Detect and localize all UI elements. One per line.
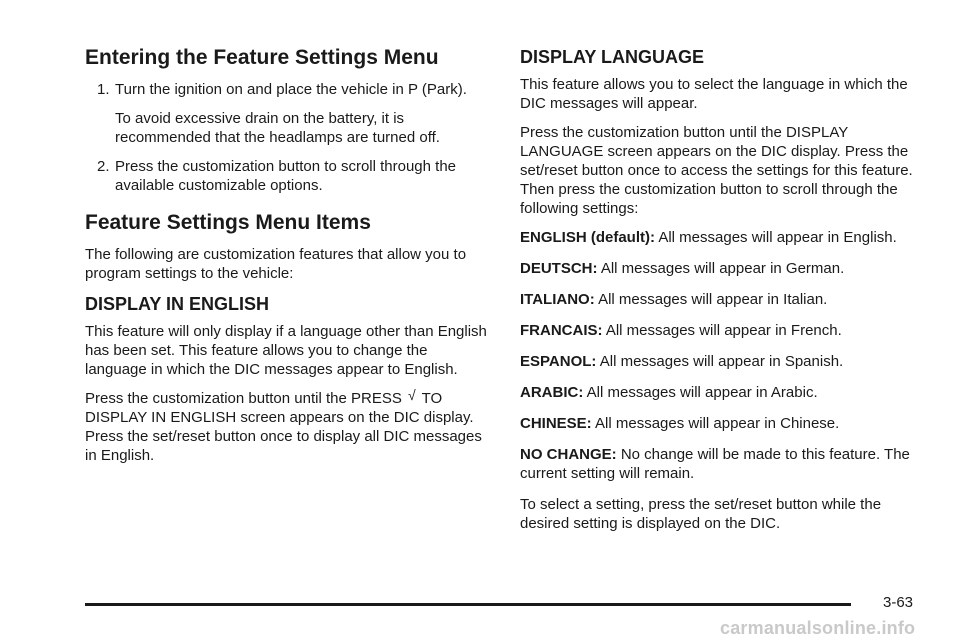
setting-item — [520, 259, 922, 278]
step-item — [85, 80, 487, 147]
page-number: 3-63 — [883, 594, 914, 611]
step-number: 1. — [97, 81, 110, 98]
setting-item — [520, 383, 922, 402]
closing-paragraph: To select a setting, press the set/reset button while the desired setting is displayed on the DIC. — [520, 496, 882, 532]
setting-description: All messages will appear in Chinese. — [595, 415, 840, 432]
setting-description: All messages will appear in Spanish. — [599, 353, 844, 370]
step-note: To avoid excessive drain on the battery, it is recommended that the headlamps are turned off. — [115, 110, 440, 146]
intro-paragraph: The following are customization features that allow you to program settings to the vehicle: — [85, 246, 467, 282]
display-language-paragraph-1: This feature allows you to select the language in which the DIC messages will appear. — [520, 76, 908, 112]
setting-item — [520, 290, 922, 309]
setting-description: No change will be made to this feature. The current setting will remain. — [520, 446, 910, 482]
left-column — [85, 44, 487, 475]
setting-term: NO CHANGE: — [520, 446, 617, 463]
setting-term: CHINESE: — [520, 415, 592, 432]
steps-list — [85, 80, 487, 195]
setting-description: All messages will appear in Arabic. — [586, 384, 818, 401]
settings-list — [520, 228, 922, 483]
watermark: carmanualsonline.info — [720, 618, 916, 638]
setting-item — [520, 445, 922, 483]
footer-rule — [85, 603, 851, 606]
setting-item — [520, 352, 922, 371]
section-title-entering-menu: Entering the Feature Settings Menu — [85, 46, 439, 69]
setting-description: All messages will appear in German. — [600, 260, 845, 277]
setting-description: All messages will appear in English. — [658, 229, 897, 246]
display-language-paragraph-2: Press the customization button until the DISPLAY LANGUAGE screen appears on the DIC display. Press the set/reset button once to access the settings for this feature. Then press the customization button to scroll through the following settings: — [520, 124, 913, 217]
setting-term: ESPANOL: — [520, 353, 597, 370]
paragraph-text-after: TO DISPLAY IN ENGLISH screen appears on the DIC display. Press the set/reset button once to display all DIC messages in English. — [85, 390, 482, 464]
subsection-heading-display-language: DISPLAY LANGUAGE — [520, 47, 705, 67]
setting-term: DEUTSCH: — [520, 260, 598, 277]
right-column — [520, 44, 922, 543]
setting-item — [520, 414, 922, 433]
checkmark-icon: √ — [408, 387, 416, 403]
setting-item — [520, 228, 922, 247]
display-english-paragraph-2 — [85, 389, 487, 465]
setting-term: ARABIC: — [520, 384, 584, 401]
step-text: Turn the ignition on and place the vehicle in P (Park). — [115, 81, 467, 98]
setting-description: All messages will appear in French. — [605, 322, 842, 339]
setting-term: ENGLISH (default): — [520, 229, 655, 246]
setting-item — [520, 321, 922, 340]
setting-term: FRANCAIS: — [520, 322, 603, 339]
subsection-heading-display-in-english: DISPLAY IN ENGLISH — [85, 294, 270, 314]
paragraph-text-before: Press the customization button until the PRESS — [85, 390, 402, 407]
setting-term: ITALIANO: — [520, 291, 595, 308]
section-title-menu-items: Feature Settings Menu Items — [85, 211, 371, 234]
step-item — [85, 157, 487, 195]
step-number: 2. — [97, 158, 110, 175]
step-text: Press the customization button to scroll through the available customizable options. — [115, 158, 457, 194]
display-english-paragraph-1: This feature will only display if a language other than English has been set. This feature allows you to change the language in which the DIC messages appear to English. — [85, 323, 487, 378]
setting-description: All messages will appear in Italian. — [598, 291, 828, 308]
